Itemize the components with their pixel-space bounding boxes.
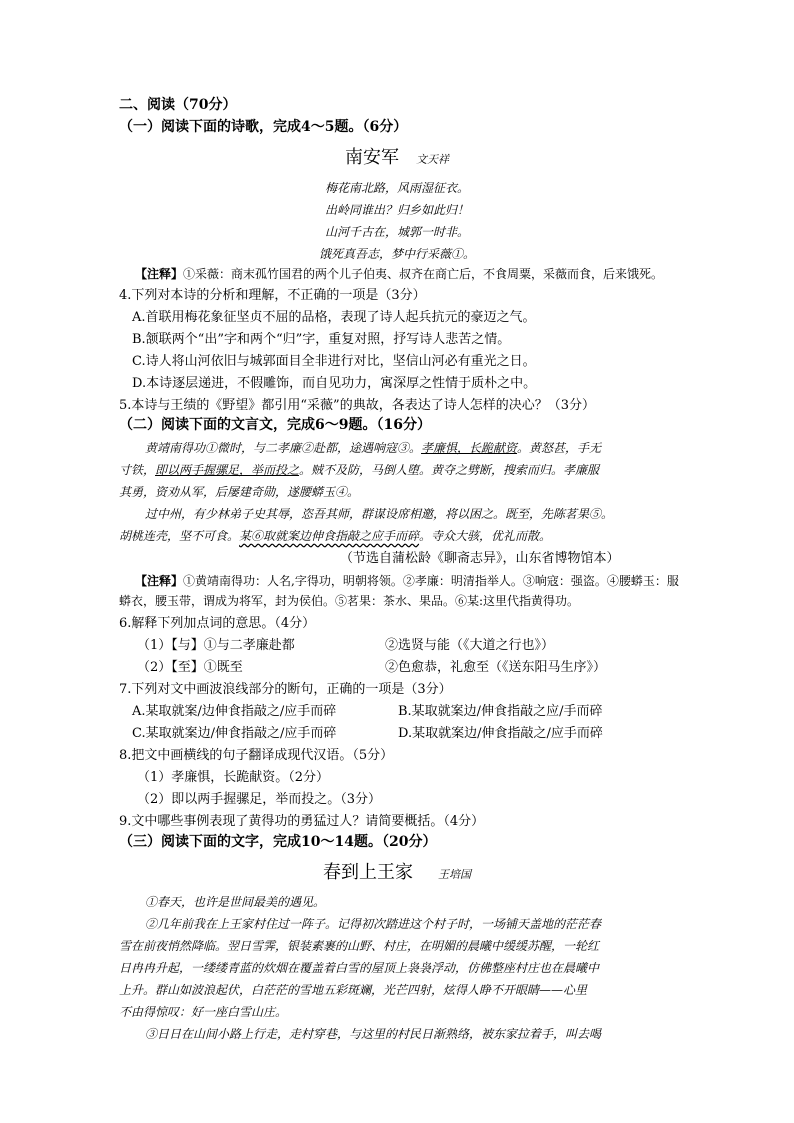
essay-line: 不由得惊叹：好一座白雪山庄。: [119, 1005, 288, 1019]
question-8-item: （1）孝廉惧，长跪献资。（2分）: [137, 770, 330, 785]
question-4-option: D.本诗逐层递进，不假雕饰，而自见功力，寓深厚之性情于质朴之中。: [132, 376, 537, 391]
wavy-underlined-sentence: 某⑥取就案边伸食指敲之应手而碎: [239, 529, 420, 543]
essay-title-line: [0, 864, 794, 882]
question-6-item: ②选贤与能（《大道之行也》）: [385, 638, 555, 653]
poem-author: 文天祥: [416, 153, 450, 166]
question-4-option: C.诗人将山河依旧与城郭面目全非进行对比，坚信山河必有重光之日。: [132, 354, 536, 369]
essay-line: 日冉冉升起，一缕缕青蓝的炊烟在覆盖着白雪的屋顶上袅袅浮动，仿佛整座村庄也在晨曦中: [119, 961, 600, 975]
classical-source: （节选自蒲松龄《聊斋志异》，山东省博物馆本）: [340, 551, 620, 566]
essay-line: 上升。群山如波浪起伏，白茫茫的雪地五彩斑斓，光芒四射，炫得人睁不开眼睛——心里: [119, 983, 588, 997]
question-6-item: （1）【与】①与二孝廉赴都: [137, 638, 295, 653]
classical-text: 。寺众大骇，优礼而散。: [419, 529, 552, 543]
classical-line: [145, 442, 601, 454]
part1-heading: （一）阅读下面的诗歌，完成4～5题。（6分）: [119, 119, 408, 135]
classical-line: [119, 530, 551, 542]
poem-title: 南安军: [344, 147, 399, 168]
essay-line: ③日日在山间小路上行走，走村穿巷，与这里的村民日渐熟络，被东家拉着手，叫去喝: [145, 1027, 602, 1041]
question-8-item: （2）即以两手握骡足，举而投之。（3分）: [137, 792, 382, 807]
essay-author: 王培国: [438, 868, 472, 881]
classical-line: [119, 464, 599, 476]
question-6-item: （2）【至】①既至: [137, 660, 243, 675]
note-text: ①黄靖南得功：人名,字得功，明朝将领。②孝廉：明清指举人。③响寇：强盗。④腰蟒玉：服: [183, 574, 679, 588]
note-tag: 【注释】: [135, 267, 184, 281]
question-4-option: B.颔联两个“出”字和两个“归”字，重复对照，抒写诗人悲苦之情。: [132, 332, 511, 347]
question-6-item: ②色愈恭，礼愈至（《送东阳马生序》）: [385, 660, 607, 675]
essay-line: ①春天，也许是世间最美的遇见。: [145, 895, 326, 909]
question-8-stem: 8.把文中画横线的句子翻译成现代汉语。（5分）: [119, 748, 394, 763]
part2-heading: （二）阅读下面的文言文，完成6～9题。（16分）: [119, 417, 431, 433]
classical-note: [135, 575, 679, 587]
classical-text: 寸铁，: [119, 463, 156, 477]
note-text: ①采薇：商末孤竹国君的两个儿子伯夷、叔齐在商亡后，不食周粟，采薇而食，后来饿死。: [183, 267, 664, 281]
essay-line: ②几年前我在上王家村住过一阵子。记得初次踏进这个村子时，一场铺天盖地的茫茫春: [145, 917, 602, 931]
classical-text: 黄靖南得功①微时，与二孝廉②赴都，途遇响寇③。: [145, 441, 422, 455]
question-5: 5.本诗与王绩的《野望》都引用“采薇”的典故，各表达了诗人怎样的决心？（3分）: [119, 398, 595, 413]
question-7-stem: 7.下列对文中画波浪线部分的断句，正确的一项是（3分）: [119, 682, 452, 697]
question-9: 9.文中哪些事例表现了黄得功的勇猛过人？请简要概括。（4分）: [119, 814, 485, 829]
section-heading: 二、阅读（70分）: [119, 97, 237, 113]
poem-line: 出岭同谁出？归乡如此归！: [324, 203, 469, 217]
underlined-sentence-2: 即以两手握骡足，举而投之: [155, 463, 300, 477]
question-4-option: A.首联用梅花象征坚贞不屈的品格，表现了诗人起兵抗元的豪迈之气。: [132, 310, 536, 325]
question-7-option: D.某取就案边/伸食指敲之/应手而碎: [398, 726, 603, 741]
question-7-option: C.某取就案边/伸食指敲之/应手而碎: [132, 726, 337, 741]
poem-title-line: [0, 149, 794, 167]
classical-note-cont: 蟒衣，腰玉带，谓成为将军，封为侯伯。⑤茗果：茶水、果品。⑥某:这里代指黄得功。: [119, 594, 580, 608]
poem-line: 饿死真吾志，梦中行采薇①。: [318, 247, 475, 261]
underlined-sentence-1: 孝廉惧，长跪献资: [421, 441, 518, 455]
question-4-stem: 4.下列对本诗的分析和理解，不正确的一项是（3分）: [119, 288, 426, 303]
note-tag: 【注释】: [135, 574, 184, 588]
classical-line: 其勇，资劝从军，后屡建奇勋，遂腰蟒玉④。: [119, 485, 360, 499]
classical-text: 胡桃连壳，坚不可食。: [119, 529, 240, 543]
essay-title: 春到上王家: [322, 862, 413, 883]
poem-line: 山河千古在，城郭一时非。: [324, 225, 469, 239]
question-6-stem: 6.解释下列加点词的意思。（4分）: [119, 616, 316, 631]
classical-line: 过中州，有少林弟子史其辱，恣吾其师，群谋设席相邀，将以困之。既至，先陈茗果⑤。: [145, 507, 614, 521]
poem-line: 梅花南北路，风雨湿征衣。: [324, 181, 469, 195]
question-7-option: A.某取就案/边伸食指敲之/应手而碎: [132, 704, 337, 719]
classical-text: 。贼不及防，马倒人堕。黄夺之劈断，搜索而归。孝廉服: [299, 463, 600, 477]
question-7-option: B.某取就案边/伸食指敲之应/手而碎: [398, 704, 603, 719]
classical-text: 。黄怒甚，手无: [517, 441, 602, 455]
essay-line: 雪在前夜悄然降临。翌日雪霁，银装素裹的山野、村庄，在明媚的晨曦中缓缓苏醒，一轮红: [119, 939, 600, 953]
poem-note: [135, 268, 663, 280]
part3-heading: （三）阅读下面的文字，完成10～14题。（20分）: [119, 834, 437, 850]
